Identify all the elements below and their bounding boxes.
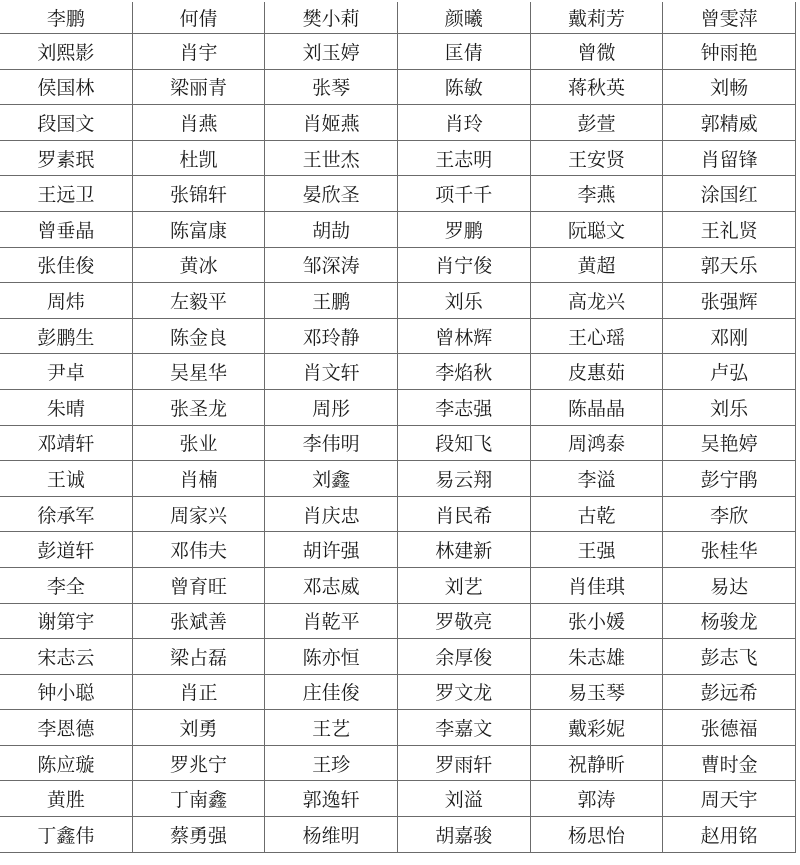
name-cell: 李恩德	[0, 710, 132, 746]
name-cell: 陈应璇	[0, 745, 132, 781]
table-row	[0, 105, 796, 141]
name-cell: 肖宇	[132, 34, 265, 70]
table-row	[0, 283, 796, 319]
name-cell: 余厚俊	[397, 639, 530, 675]
name-cell: 曹时金	[663, 745, 796, 781]
name-cell: 肖乾平	[265, 603, 398, 639]
name-cell: 王世杰	[265, 140, 398, 176]
name-cell: 蔡勇强	[132, 817, 265, 853]
name-cell: 彭宁鹃	[663, 461, 796, 497]
name-cell: 朱晴	[0, 389, 132, 425]
name-cell: 张斌善	[132, 603, 265, 639]
name-cell: 郭精威	[663, 105, 796, 141]
name-cell: 谢第宇	[0, 603, 132, 639]
name-cell: 邓靖轩	[0, 425, 132, 461]
table-row	[0, 211, 796, 247]
name-cell: 刘乐	[663, 389, 796, 425]
name-cell: 彭远希	[663, 674, 796, 710]
name-cell: 段国文	[0, 105, 132, 141]
table-row	[0, 425, 796, 461]
name-cell: 李鹏	[0, 2, 132, 34]
name-cell: 丁南鑫	[132, 781, 265, 817]
name-cell: 阮聪文	[530, 211, 663, 247]
name-cell: 李嘉文	[397, 710, 530, 746]
name-cell: 尹卓	[0, 354, 132, 390]
name-cell: 丁鑫伟	[0, 817, 132, 853]
name-cell: 何倩	[132, 2, 265, 34]
name-cell: 罗兆宁	[132, 745, 265, 781]
name-cell: 刘畅	[663, 69, 796, 105]
name-cell: 曾微	[530, 34, 663, 70]
table-row	[0, 389, 796, 425]
table-row	[0, 69, 796, 105]
name-cell: 张桂华	[663, 532, 796, 568]
name-cell: 黄冰	[132, 247, 265, 283]
table-row	[0, 496, 796, 532]
name-cell: 颜曦	[397, 2, 530, 34]
name-cell: 罗文龙	[397, 674, 530, 710]
name-cell: 王志明	[397, 140, 530, 176]
name-cell: 罗鹏	[397, 211, 530, 247]
name-cell: 易玉琴	[530, 674, 663, 710]
name-cell: 曾垂晶	[0, 211, 132, 247]
name-cell: 易云翔	[397, 461, 530, 497]
table-row	[0, 532, 796, 568]
table-row	[0, 567, 796, 603]
name-cell: 黄超	[530, 247, 663, 283]
name-cell: 李全	[0, 567, 132, 603]
name-cell: 杨思怡	[530, 817, 663, 853]
name-cell: 段知飞	[397, 425, 530, 461]
table-row	[0, 461, 796, 497]
name-cell: 梁占磊	[132, 639, 265, 675]
name-cell: 张圣龙	[132, 389, 265, 425]
name-cell: 杨骏龙	[663, 603, 796, 639]
name-cell: 郭天乐	[663, 247, 796, 283]
name-cell: 彭道轩	[0, 532, 132, 568]
table-row	[0, 781, 796, 817]
name-cell: 王诚	[0, 461, 132, 497]
table-row	[0, 354, 796, 390]
table-row	[0, 140, 796, 176]
name-cell: 刘乐	[397, 283, 530, 319]
name-cell: 刘鑫	[265, 461, 398, 497]
name-cell: 梁丽青	[132, 69, 265, 105]
name-cell: 张琴	[265, 69, 398, 105]
name-cell: 张业	[132, 425, 265, 461]
name-cell: 吴艳婷	[663, 425, 796, 461]
name-cell: 张佳俊	[0, 247, 132, 283]
name-cell: 匡倩	[397, 34, 530, 70]
name-cell: 肖庆忠	[265, 496, 398, 532]
table-row	[0, 710, 796, 746]
name-cell: 陈敏	[397, 69, 530, 105]
name-cell: 邹深涛	[265, 247, 398, 283]
name-cell: 项千千	[397, 176, 530, 212]
name-cell: 庄佳俊	[265, 674, 398, 710]
table-row	[0, 34, 796, 70]
table-row	[0, 603, 796, 639]
name-cell: 林建新	[397, 532, 530, 568]
name-cell: 刘艺	[397, 567, 530, 603]
name-cell: 曾雯萍	[663, 2, 796, 34]
name-cell: 樊小莉	[265, 2, 398, 34]
name-cell: 肖燕	[132, 105, 265, 141]
name-cell: 张强辉	[663, 283, 796, 319]
name-cell: 陈亦恒	[265, 639, 398, 675]
name-cell: 钟雨艳	[663, 34, 796, 70]
name-cell: 王珍	[265, 745, 398, 781]
name-cell: 郭涛	[530, 781, 663, 817]
name-cell: 王艺	[265, 710, 398, 746]
name-cell: 祝静昕	[530, 745, 663, 781]
name-cell: 宋志云	[0, 639, 132, 675]
name-cell: 钟小聪	[0, 674, 132, 710]
name-cell: 肖留锋	[663, 140, 796, 176]
name-cell: 周彤	[265, 389, 398, 425]
name-cell: 周炜	[0, 283, 132, 319]
name-cell: 王安贤	[530, 140, 663, 176]
table-row	[0, 318, 796, 354]
name-cell: 侯国林	[0, 69, 132, 105]
name-cell: 肖民希	[397, 496, 530, 532]
name-cell: 李焰秋	[397, 354, 530, 390]
name-cell: 徐承军	[0, 496, 132, 532]
name-cell: 胡许强	[265, 532, 398, 568]
name-cell: 刘熙影	[0, 34, 132, 70]
name-cell: 胡嘉骏	[397, 817, 530, 853]
name-cell: 李伟明	[265, 425, 398, 461]
name-cell: 高龙兴	[530, 283, 663, 319]
name-cell: 涂国红	[663, 176, 796, 212]
name-cell: 刘溢	[397, 781, 530, 817]
name-cell: 曾育旺	[132, 567, 265, 603]
name-cell: 李溢	[530, 461, 663, 497]
name-cell: 肖文轩	[265, 354, 398, 390]
name-cell: 卢弘	[663, 354, 796, 390]
name-cell: 戴莉芳	[530, 2, 663, 34]
names-table	[0, 2, 796, 853]
name-cell: 邓志威	[265, 567, 398, 603]
name-cell: 皮惠茹	[530, 354, 663, 390]
name-cell: 肖宁俊	[397, 247, 530, 283]
name-cell: 周鸿泰	[530, 425, 663, 461]
name-cell: 张锦轩	[132, 176, 265, 212]
name-cell: 戴彩妮	[530, 710, 663, 746]
name-cell: 刘玉婷	[265, 34, 398, 70]
name-cell: 邓刚	[663, 318, 796, 354]
name-cell: 彭志飞	[663, 639, 796, 675]
name-cell: 王鹏	[265, 283, 398, 319]
name-cell: 陈晶晶	[530, 389, 663, 425]
name-cell: 陈富康	[132, 211, 265, 247]
name-cell: 周天宇	[663, 781, 796, 817]
table-row	[0, 817, 796, 853]
name-cell: 罗素珉	[0, 140, 132, 176]
name-cell: 杜凯	[132, 140, 265, 176]
table-row	[0, 176, 796, 212]
name-cell: 彭萱	[530, 105, 663, 141]
name-cell: 晏欣圣	[265, 176, 398, 212]
name-cell: 刘勇	[132, 710, 265, 746]
name-cell: 彭鹏生	[0, 318, 132, 354]
name-cell: 张小媛	[530, 603, 663, 639]
name-cell: 李燕	[530, 176, 663, 212]
name-cell: 李志强	[397, 389, 530, 425]
name-cell: 蒋秋英	[530, 69, 663, 105]
name-cell: 李欣	[663, 496, 796, 532]
name-cell: 罗雨轩	[397, 745, 530, 781]
name-cell: 肖姬燕	[265, 105, 398, 141]
name-cell: 胡劼	[265, 211, 398, 247]
name-cell: 王心瑶	[530, 318, 663, 354]
name-cell: 古乾	[530, 496, 663, 532]
name-cell: 肖玲	[397, 105, 530, 141]
name-cell: 陈金良	[132, 318, 265, 354]
names-table-body	[0, 2, 796, 852]
name-cell: 王远卫	[0, 176, 132, 212]
name-cell: 郭逸轩	[265, 781, 398, 817]
name-cell: 邓伟夫	[132, 532, 265, 568]
name-cell: 黄胜	[0, 781, 132, 817]
table-row	[0, 2, 796, 34]
name-cell: 左毅平	[132, 283, 265, 319]
table-row	[0, 745, 796, 781]
table-row	[0, 247, 796, 283]
name-cell: 王强	[530, 532, 663, 568]
name-cell: 罗敬亮	[397, 603, 530, 639]
name-cell: 张德福	[663, 710, 796, 746]
name-cell: 王礼贤	[663, 211, 796, 247]
table-row	[0, 674, 796, 710]
name-cell: 肖佳琪	[530, 567, 663, 603]
name-cell: 易达	[663, 567, 796, 603]
name-cell: 曾林辉	[397, 318, 530, 354]
name-cell: 吴星华	[132, 354, 265, 390]
name-cell: 邓玲静	[265, 318, 398, 354]
name-cell: 肖楠	[132, 461, 265, 497]
name-cell: 朱志雄	[530, 639, 663, 675]
name-cell: 杨维明	[265, 817, 398, 853]
name-cell: 周家兴	[132, 496, 265, 532]
name-cell: 肖正	[132, 674, 265, 710]
name-cell: 赵用铭	[663, 817, 796, 853]
table-row	[0, 639, 796, 675]
